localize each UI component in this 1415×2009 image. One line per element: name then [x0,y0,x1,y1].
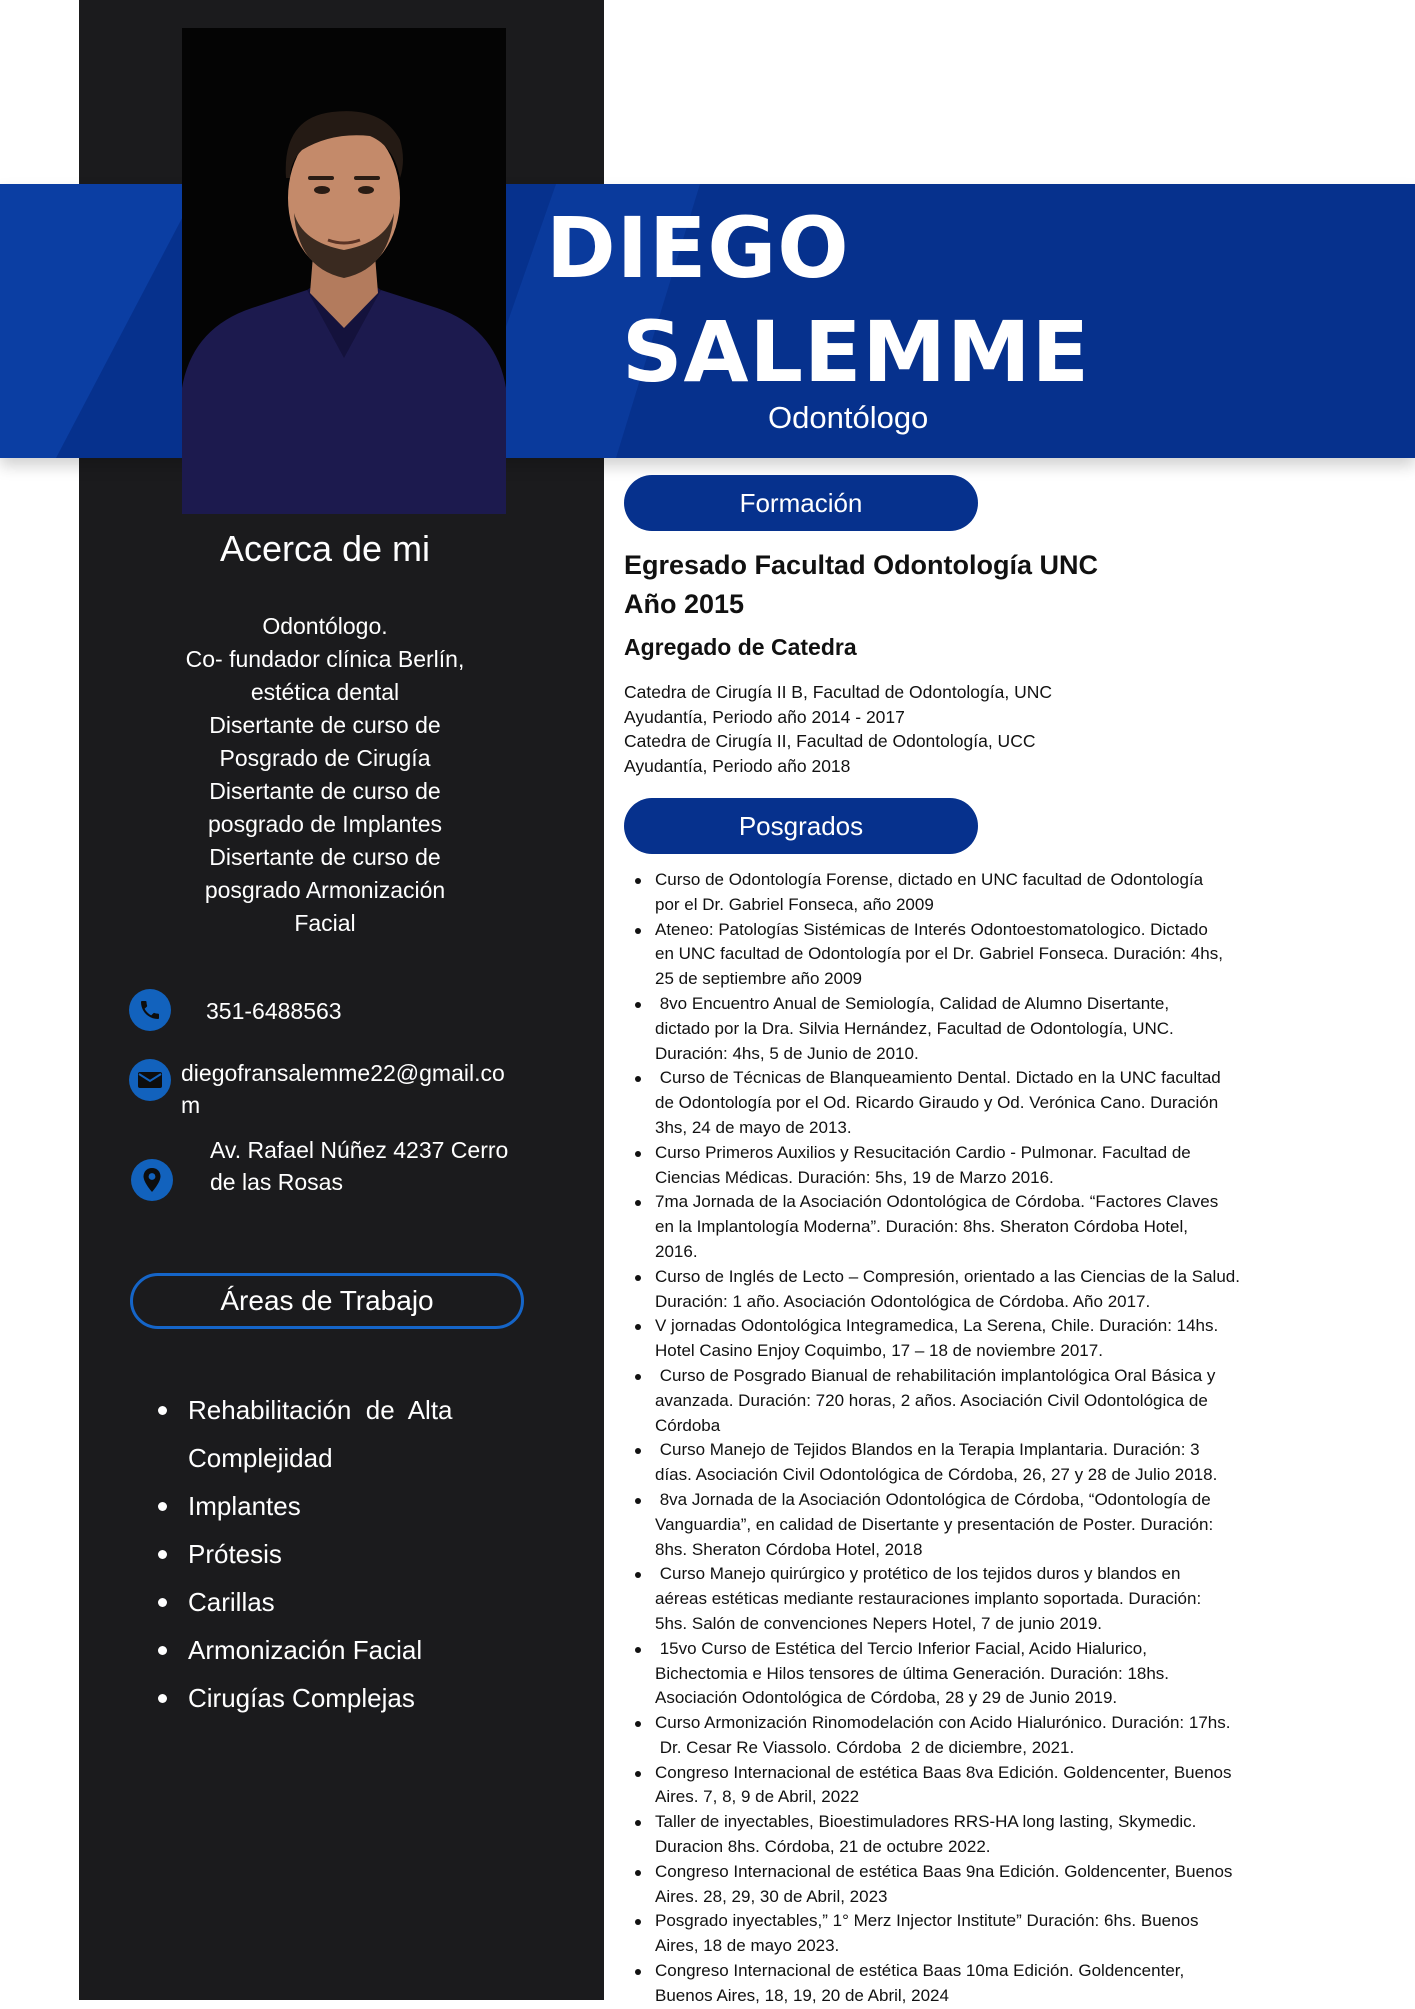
posgrado-item [655,1637,1355,1711]
posgrado-line: dictado por la Dra. Silvia Hernández, Facultad de Odontología, UNC. [655,1018,1174,1038]
posgrado-item [655,992,1355,1066]
posgrado-line: Posgrado inyectables,” 1° Merz Injector Institute” Duración: 6hs. Buenos [655,1911,1199,1931]
posgrado-line: Córdoba [655,1415,721,1435]
about-line: Facial [294,910,356,936]
posgrado-item [655,1364,1355,1438]
posgrado-line: 8hs. Sheraton Córdoba Hotel, 2018 [655,1539,923,1559]
posgrado-item [655,1562,1355,1636]
about-line: estética dental [250,679,400,705]
about-text [140,610,510,940]
posgrado-line: Taller de inyectables, Bioestimuladores RRS-HA long lasting, Skymedic. [655,1812,1197,1832]
posgrado-line: Curso de Técnicas de Blanqueamiento Dental. Dictado en la UNC facultad [655,1068,1221,1088]
last-name: SALEMME [622,303,1090,401]
posgrado-line: en la Implantología Moderna”. Duración: 8hs. Sheraton Córdoba Hotel, [655,1217,1188,1237]
area-item: Prótesis [150,1530,530,1578]
posgrado-item [655,1810,1355,1860]
posgrado-item [655,1761,1355,1811]
about-line: Odontólogo. [262,613,388,639]
catedra-details [624,680,1052,778]
catedra-subhead: Agregado de Catedra [624,634,857,660]
posgrado-line: Aires. 28, 29, 30 de Abril, 2023 [655,1886,888,1906]
posgrado-line: Duracion 8hs. Córdoba, 21 de octubre 2022. [655,1837,991,1857]
about-line: Posgrado de Cirugía [219,745,431,771]
posgrado-line: Congreso Internacional de estética Baas 10ma Edición. Goldencenter, [655,1961,1185,1981]
posgrado-line: Bichectomia e Hilos tensores de última Generación. Duración: 18hs. [655,1663,1170,1683]
posgrado-item [655,1438,1355,1488]
detail-line: Ayudantía, Periodo año 2014 - 2017 [624,706,905,727]
area-item: Armonización Facial [150,1626,530,1674]
detail-line: Catedra de Cirugía II B, Facultad de Odontología, UNC [624,682,1053,702]
email-address[interactable] [181,1057,505,1121]
posgrado-line: aéreas estéticas mediante restauraciones implanto soportada. Duración: [655,1589,1202,1609]
area-item: Implantes [150,1482,530,1530]
posgrado-line: 15vo Curso de Estética del Tercio Inferior Facial, Acido Hialurico, [655,1638,1147,1658]
posgrado-line: 5hs. Salón de convenciones Nepers Hotel, 7 de junio 2019. [655,1613,1103,1633]
degree-year: Año 2015 [624,589,745,619]
area-item-continued: Complejidad [188,1443,333,1473]
posgrado-line: V jornadas Odontológica Integramedica, La Serena, Chile. Duración: 14hs. [655,1316,1219,1336]
posgrado-item [655,1141,1355,1191]
posgrados-title: Posgrados [624,798,978,854]
posgrado-line: Vanguardia”, en calidad de Disertante y presentación de Poster. Duración: [655,1514,1214,1534]
profession-title: Odontólogo [768,400,929,435]
about-line: Disertante de curso de [209,712,441,738]
posgrado-line: Buenos Aires, 18, 19, 20 de Abril, 2024 [655,1985,949,2005]
area-item: Carillas [150,1578,530,1626]
posgrado-item [655,1066,1355,1140]
posgrado-item [655,1860,1355,1910]
posgrado-item [655,1190,1355,1264]
email-icon [129,1059,171,1101]
posgrado-line: Asociación Odontológica de Córdoba, 28 y 29 de Junio 2019. [655,1688,1118,1708]
portrait-illustration [182,28,506,514]
posgrado-line: 7ma Jornada de la Asociación Odontológica de Córdoba. “Factores Claves [655,1192,1219,1212]
posgrado-line: Ateneo: Patologías Sistémicas de Interés Odontoestomatologico. Dictado [655,919,1208,939]
posgrado-item [655,1265,1355,1315]
address-line: Av. Rafael Núñez 4237 Cerro [210,1137,509,1163]
about-line: posgrado de Implantes [208,811,442,837]
about-line: Disertante de curso de [209,844,441,870]
posgrado-line: Congreso Internacional de estética Baas 9na Edición. Goldencenter, Buenos [655,1861,1233,1881]
email-line: m [181,1092,201,1118]
posgrado-item [655,1314,1355,1364]
area-item: Cirugías Complejas [150,1674,530,1722]
about-line: Disertante de curso de [209,778,441,804]
posgrado-line: Dr. Cesar Re Viassolo. Córdoba 2 de diciembre, 2021. [655,1737,1075,1757]
degree [624,546,1098,624]
posgrado-line: Curso de Posgrado Bianual de rehabilitación implantológica Oral Básica y [655,1365,1216,1385]
posgrado-item [655,918,1355,992]
posgrado-line: por el Dr. Gabriel Fonseca, año 2009 [655,894,934,914]
phone-number[interactable]: 351-6488563 [206,998,342,1024]
posgrado-line: Hotel Casino Enjoy Coquimbo, 17 – 18 de noviembre 2017. [655,1341,1103,1361]
posgrado-line: avanzada. Duración: 720 horas, 2 años. Asociación Civil Odontológica de [655,1390,1208,1410]
posgrado-line: Curso Manejo quirúrgico y protético de los tejidos duros y blandos en [655,1564,1181,1584]
phone-icon [129,989,171,1031]
posgrado-line: en UNC facultad de Odontología por el Dr. Gabriel Fonseca. Duración: 4hs, [655,944,1223,964]
posgrados-list [655,868,1355,2009]
posgrado-line: Congreso Internacional de estética Baas 8va Edición. Goldencenter, Buenos [655,1762,1232,1782]
posgrado-line: Ciencias Médicas. Duración: 5hs, 19 de Marzo 2016. [655,1167,1054,1187]
posgrado-line: de Odontología por el Od. Ricardo Giraudo y Od. Verónica Cano. Duración [655,1093,1219,1113]
formacion-title: Formación [624,475,978,531]
about-line: Co- fundador clínica Berlín, [185,646,465,672]
posgrado-item [655,1909,1355,1959]
areas-title: Áreas de Trabajo [130,1273,524,1329]
area-item: Rehabilitación de Alta [150,1386,530,1434]
posgrado-line: Duración: 1 año. Asociación Odontológica de Córdoba. Año 2017. [655,1291,1151,1311]
posgrado-line: Curso Primeros Auxilios y Resucitación Cardio - Pulmonar. Facultad de [655,1142,1191,1162]
detail-line: Catedra de Cirugía II, Facultad de Odontología, UCC [624,731,1036,752]
posgrado-line: Aires. 7, 8, 9 de Abril, 2022 [655,1787,860,1807]
address-line: de las Rosas [210,1169,343,1195]
posgrado-line: 8vo Encuentro Anual de Semiología, Calidad de Alumno Disertante, [655,993,1170,1013]
posgrado-line: Curso Armonización Rinomodelación con Acido Hialurónico. Duración: 17hs. [655,1713,1231,1733]
profile-photo [182,28,506,514]
posgrado-line: Duración: 4hs, 5 de Junio de 2010. [655,1043,919,1063]
posgrado-line: 8va Jornada de la Asociación Odontológica de Córdoba, “Odontología de [655,1489,1211,1509]
banner-stripe [0,184,200,458]
detail-line: Ayudantía, Periodo año 2018 [624,755,851,776]
address [210,1134,508,1198]
posgrado-item [655,1711,1355,1761]
posgrado-line: 2016. [655,1241,698,1261]
posgrado-line: días. Asociación Civil Odontológica de Córdoba, 26, 27 y 28 de Julio 2018. [655,1465,1218,1485]
posgrado-item [655,1959,1355,2009]
areas-list [150,1386,530,1722]
posgrado-item [655,868,1355,918]
posgrado-line: 25 de septiembre año 2009 [655,969,862,989]
about-line: posgrado Armonización [204,877,446,903]
first-name: DIEGO [546,199,850,297]
posgrado-line: 3hs, 24 de mayo de 2013. [655,1117,852,1137]
email-line: diegofransalemme22@gmail.co [181,1060,505,1086]
degree-line: Egresado Facultad Odontología UNC [624,550,1099,580]
posgrado-line: Curso de Inglés de Lecto – Compresión, orientado a las Ciencias de la Salud. [655,1266,1240,1286]
posgrado-line: Aires, 18 de mayo 2023. [655,1936,840,1956]
about-title: Acerca de mi [219,528,431,569]
posgrado-line: Curso Manejo de Tejidos Blandos en la Terapia Implantaria. Duración: 3 [655,1440,1200,1460]
location-pin-icon [131,1159,173,1201]
posgrado-line: Curso de Odontología Forense, dictado en UNC facultad de Odontología [655,870,1204,889]
posgrado-item [655,1488,1355,1562]
